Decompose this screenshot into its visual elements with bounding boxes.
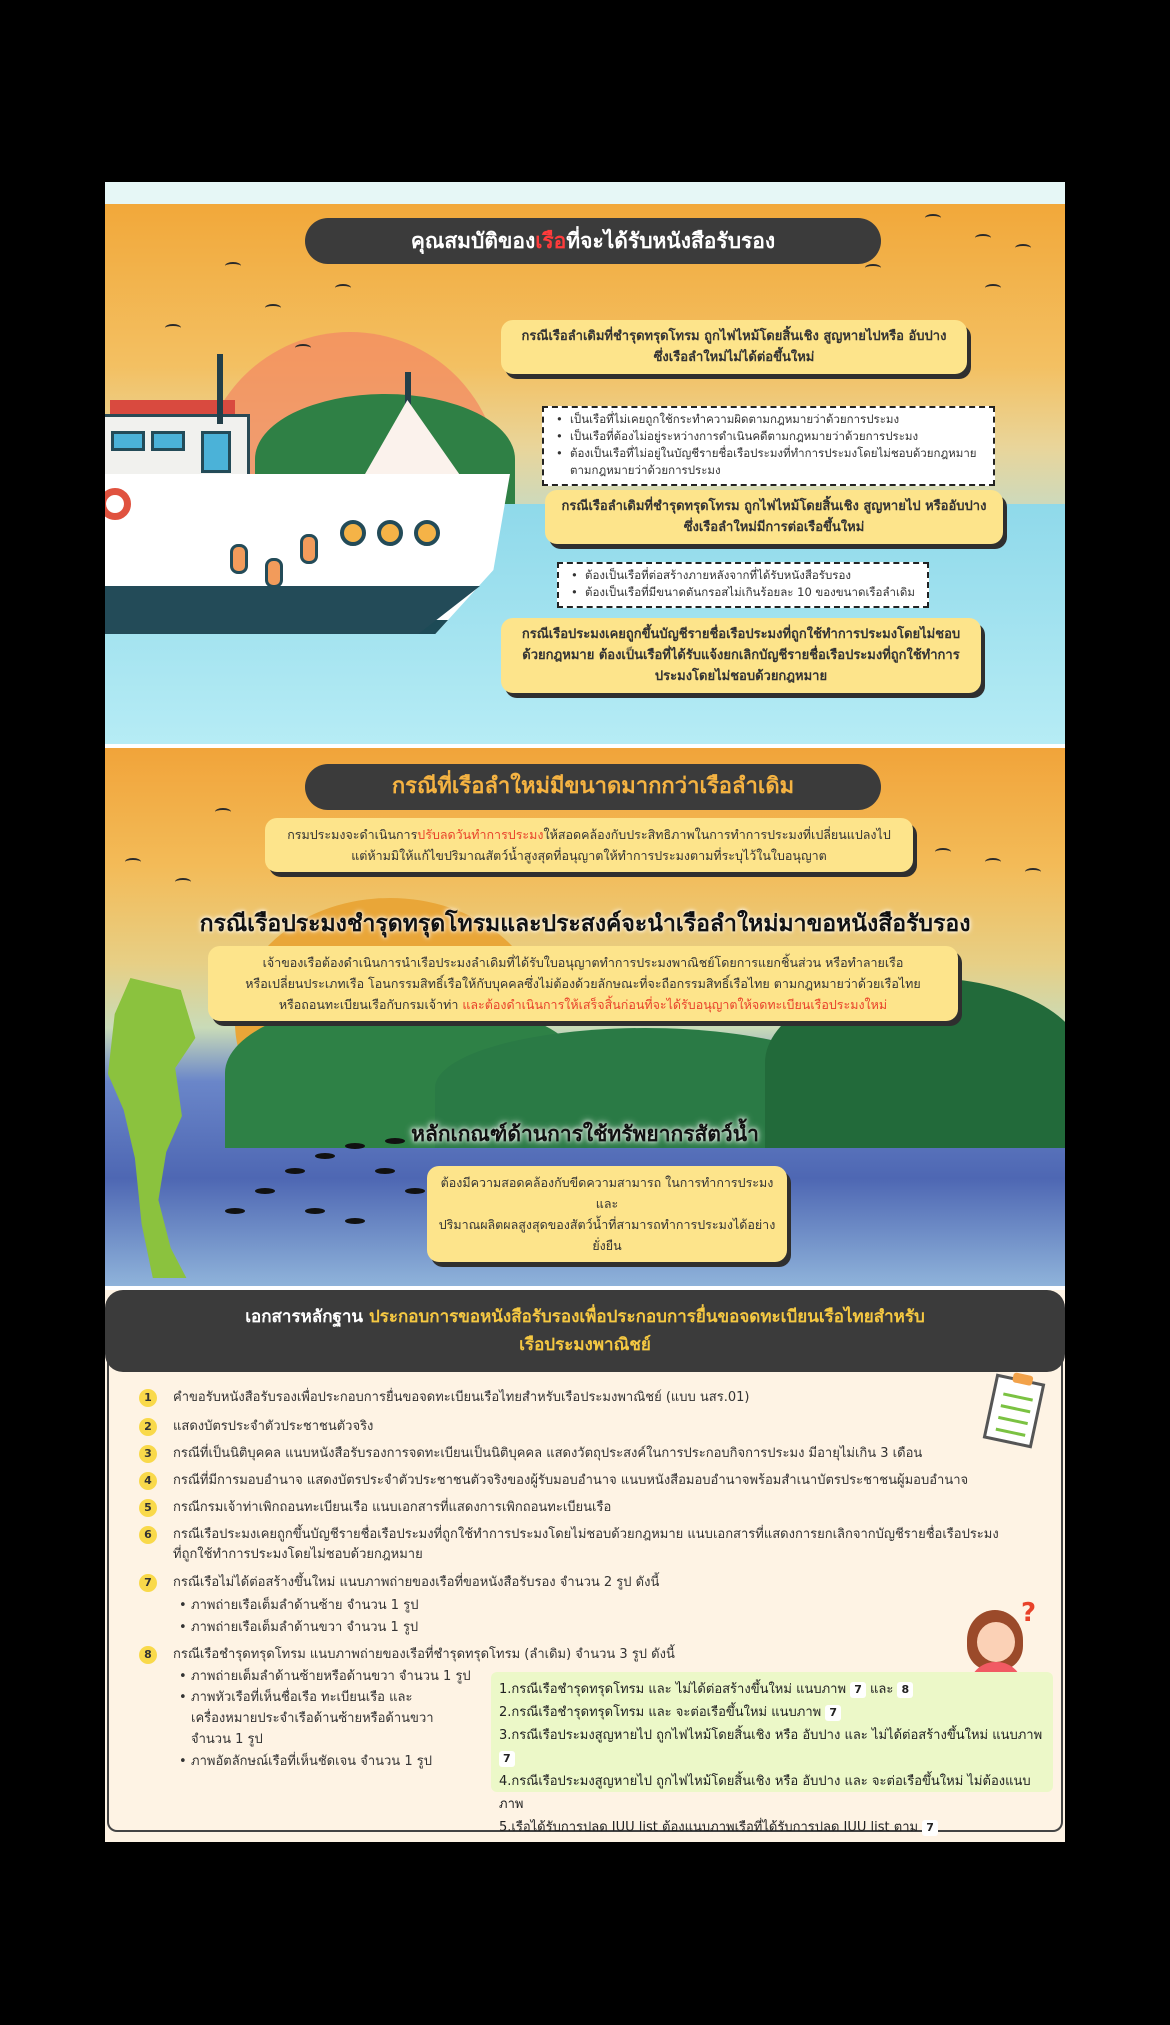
fish-icon	[345, 1143, 365, 1149]
bird-icon	[985, 284, 1001, 292]
fish-icon	[285, 1168, 305, 1174]
fender-icon	[300, 534, 318, 564]
girl-face	[977, 1622, 1015, 1662]
case-text: ซึ่งเรือลำใหม่มีการต่อเรือขึ้นใหม่	[683, 520, 865, 535]
fish-icon	[345, 1218, 365, 1224]
bird-icon	[295, 344, 311, 352]
paragraph-text: ปริมาณผลิตผลสูงสุดของสัตว์น้ำที่สามารถทำการประมงได้อย่างยั่งยืน	[438, 1217, 776, 1253]
paragraph-highlight: ปรับลดวันทำการประมง	[417, 827, 544, 842]
bird-icon	[1025, 868, 1041, 876]
checklist-line	[998, 1416, 1028, 1425]
boat-door	[201, 431, 231, 473]
photo-rule-4	[499, 1770, 1045, 1816]
fender-icon	[230, 544, 248, 574]
fish-icon	[375, 1168, 395, 1174]
bird-icon	[165, 324, 181, 332]
rule-text: 3.กรณีเรือประมงสูญหายไป ถูกไฟไหม้โดยสิ้นเชิง หรือ อับปาง และ ไม่ได้ต่อสร้างขึ้นใหม่ แนบภาพ	[499, 1728, 1043, 1743]
fish-icon	[225, 1208, 245, 1214]
boat-cabin	[105, 414, 250, 482]
list-item: • ต้องเป็นเรือที่ต่อสร้างภายหลังจากที่ได้รับหนังสือรับรอง	[569, 567, 919, 584]
case-box-1	[501, 320, 967, 374]
header-highlight: เรือประมงพาณิชย์	[519, 1335, 651, 1355]
item-text: แสดงบัตรประจำตัวประชาชนตัวจริง	[173, 1419, 374, 1434]
item-text: ที่ถูกใช้ทำการประมงโดยไม่ชอบด้วยกฎหมาย	[173, 1547, 423, 1562]
documents-header	[105, 1290, 1065, 1372]
boat-window	[111, 431, 145, 451]
ref-chip: 7	[825, 1705, 841, 1721]
boat-window	[151, 431, 185, 451]
bird-icon	[265, 304, 281, 312]
reduce-days-box	[265, 818, 913, 872]
paragraph-text: หรือถอนทะเบียนเรือกับกรมเจ้าท่า	[278, 997, 463, 1012]
sub-item-continued: เครื่องหมายประจำเรือด้านซ้ายหรือด้านขวา	[191, 1711, 434, 1726]
larger-vessel-section	[105, 748, 1065, 1286]
paragraph-text: กรมประมงจะดำเนินการ	[287, 827, 418, 842]
fish-icon	[315, 1153, 335, 1159]
rule-text: และ	[869, 1682, 894, 1697]
section-title: กรณีที่เรือลำใหม่มีขนาดมากกว่าเรือลำเดิม	[305, 764, 881, 810]
checklist-line	[1001, 1404, 1031, 1413]
sub-item-continued: จำนวน 1 รูป	[191, 1732, 263, 1747]
checklist-line	[996, 1428, 1026, 1437]
section-title	[305, 218, 881, 264]
photo-rule-2	[499, 1701, 1045, 1724]
list-item: • ต้องเป็นเรือที่มีขนาดตันกรอสไม่เกินร้อยละ 10 ของขนาดเรือลำเดิม	[569, 584, 919, 601]
fish-icon	[405, 1188, 425, 1194]
dilapidated-vessel-headline: กรณีเรือประมงชำรุดทรุดโทรมและประสงค์จะนำเรือลำใหม่มาขอหนังสือรับรอง	[199, 911, 971, 937]
top-strip	[105, 182, 1065, 204]
case-text: กรณีเรือลำเดิมที่ชำรุดทรุดโทรม ถูกไฟไหม้โดยสิ้นเชิง สูญหายไปหรือ อับปาง	[521, 329, 947, 344]
sub-item: • ภาพถ่ายเรือเต็มลำด้านซ้าย จำนวน 1 รูป	[191, 1596, 418, 1616]
case-text: กรณีเรือลำเดิมที่ชำรุดทรุดโทรม ถูกไฟไหม้โดยสิ้นเชิง สูญหายไป หรืออับปาง	[561, 499, 987, 514]
paragraph-text: เจ้าของเรือต้องดำเนินการนำเรือประมงลำเดิมที่ได้รับใบอนุญาตทำการประมงพาณิชย์โดยการแยกชิ้นส่วน หรือทำลายเรือ	[262, 955, 904, 970]
item-text: กรณีกรมเจ้าท่าเพิกถอนทะเบียนเรือ แนบเอกสารที่แสดงการเพิกถอนทะเบียนเรือ	[173, 1500, 612, 1515]
bird-icon	[935, 848, 951, 856]
item-number: 8	[139, 1646, 157, 1664]
photo-rule-5	[499, 1816, 1045, 1839]
porthole-icon	[340, 520, 366, 546]
bird-icon	[335, 284, 351, 292]
item-number: 6	[139, 1526, 157, 1544]
porthole-icon	[414, 520, 440, 546]
item-number: 1	[139, 1389, 157, 1407]
vessel-qualifications-section	[105, 204, 1065, 744]
paragraph-text: หรือเปลี่ยนประเภทเรือ โอนกรรมสิทธิ์เรือให้กับบุคคลซึ่งไม่ต้องด้วยลักษณะที่จะถือกรรมสิทธิ์เรือไทย ตามกฎหมายว่าด้วยเรือไทย	[245, 976, 921, 991]
bird-icon	[865, 264, 881, 272]
item-text: กรณีเรือไม่ได้ต่อสร้างขึ้นใหม่ แนบภาพถ่ายของเรือที่ขอหนังสือรับรอง จำนวน 2 รูป ดังนี้	[173, 1575, 660, 1590]
checklist-line	[1003, 1392, 1033, 1401]
title-text: ที่จะได้รับหนังสือรับรอง	[566, 229, 776, 253]
bird-icon	[125, 858, 141, 866]
paragraph-highlight: และต้องดำเนินการให้เสร็จสิ้นก่อนที่จะได้รับอนุญาตให้จดทะเบียนเรือประมงใหม่	[462, 997, 888, 1012]
thailand-map-illustration	[108, 978, 220, 1278]
infographic-poster	[105, 182, 1065, 1842]
title-highlight: เรือ	[535, 229, 567, 253]
case-box-2	[545, 490, 1003, 544]
item-text: คำขอรับหนังสือรับรองเพื่อประกอบการยื่นขอจดทะเบียนเรือไทยสำหรับเรือประมงพาณิชย์ (แบบ นสร.01)	[173, 1390, 750, 1405]
sub-item: • ภาพหัวเรือที่เห็นชื่อเรือ ทะเบียนเรือ และ	[191, 1688, 412, 1708]
bird-icon	[975, 234, 991, 242]
sub-item: • ภาพถ่ายเต็มลำด้านซ้ายหรือด้านขวา จำนวน 1 รูป	[191, 1667, 471, 1687]
item-number: 4	[139, 1472, 157, 1490]
paragraph-text: ให้สอดคล้องกับประสิทธิภาพในการทำการประมงที่เปลี่ยนแปลงไป	[543, 827, 891, 842]
rule-text: 2.กรณีเรือชำรุดทรุดโทรม และ จะต่อเรือขึ้นใหม่ แนบภาพ	[499, 1705, 822, 1720]
rule-text: 1.กรณีเรือชำรุดทรุดโทรม และ ไม่ได้ต่อสร้างขึ้นใหม่ แนบภาพ	[499, 1682, 847, 1697]
aquatic-resource-headline: หลักเกณฑ์ด้านการใช้ทรัพยากรสัตว์น้ำ	[411, 1122, 759, 1146]
item-number: 5	[139, 1499, 157, 1517]
case-text: ซึ่งเรือลำใหม่ไม่ได้ต่อขึ้นใหม่	[653, 350, 815, 365]
bird-icon	[1015, 244, 1031, 252]
paragraph-text: แต่ห้ามมิให้แก้ไขปริมาณสัตว์น้ำสูงสุดที่อนุญาตให้ทำการประมงตามที่ระบุไว้ในใบอนุญาต	[351, 848, 827, 863]
item-text: กรณีที่มีการมอบอำนาจ แสดงบัตรประจำตัวประชาชนตัวจริงของผู้รับมอบอำนาจ แนบหนังสือมอบอำนาจพร้อมสำเนาบัตรประชาชนผู้มอบอำนาจ	[173, 1473, 969, 1488]
sub-item: • ภาพถ่ายเรือเต็มลำด้านขวา จำนวน 1 รูป	[191, 1618, 418, 1638]
item-text: กรณีเรือชำรุดทรุดโทรม แนบภาพถ่ายของเรือที่ชำรุดทรุดโทรม (ลำเดิม) จำนวน 3 รูป ดังนี้	[173, 1647, 675, 1662]
item-text: กรณีที่เป็นนิติบุคคล แนบหนังสือรับรองการจดทะเบียนเป็นนิติบุคคล แสดงวัตถุประสงค์ในการประกอบกิจการประมง มีอายุไม่เกิน 3 เดือน	[173, 1446, 923, 1461]
bird-icon	[225, 262, 241, 270]
case-text: กรณีเรือประมงเคยถูกขึ้นบัญชีรายชื่อเรือประมงที่ถูกใช้ทำการประมงโดยไม่ชอบ	[521, 627, 961, 642]
ref-chip: 7	[850, 1682, 866, 1698]
fish-icon	[305, 1208, 325, 1214]
header-highlight: ประกอบการขอหนังสือรับรองเพื่อประกอบการยื่นขอจดทะเบียนเรือไทยสำหรับ	[368, 1307, 925, 1327]
photo-rule-3	[499, 1724, 1045, 1770]
item-number: 2	[139, 1418, 157, 1436]
documents-section	[105, 1290, 1065, 1842]
list-item: • เป็นเรือที่ไม่เคยถูกใช้กระทำความผิดตามกฎหมายว่าด้วยการประมง	[554, 411, 985, 428]
porthole-icon	[377, 520, 403, 546]
bird-icon	[215, 808, 231, 816]
boat-mast	[217, 354, 223, 424]
requirement-list-2	[557, 562, 929, 608]
sub-item: • ภาพอัตลักษณ์เรือที่เห็นชัดเจน จำนวน 1 รูป	[191, 1752, 432, 1772]
title-text: คุณสมบัติของ	[410, 229, 536, 253]
paragraph-text: ต้องมีความสอดคล้องกับขีดความสามารถ ในการทำการประมงและ	[440, 1175, 774, 1211]
case-text: ด้วยกฎหมาย ต้องเป็นเรือที่ได้รับแจ้งยกเลิกบัญชีรายชื่อเรือประมงที่ถูกใช้ทำการ	[522, 648, 960, 663]
requirement-list-1	[542, 406, 995, 486]
ref-chip: 7	[922, 1820, 938, 1836]
header-text: เอกสารหลักฐาน	[245, 1307, 369, 1327]
aquatic-resource-box	[427, 1166, 787, 1262]
item-number: 7	[139, 1574, 157, 1592]
item-number: 3	[139, 1445, 157, 1463]
list-item: • ต้องเป็นเรือที่ไม่อยู่ในบัญชีรายชื่อเรือประมงที่ทำการประมงโดยไม่ชอบด้วยกฎหมายตามกฎหมายว่าด้วยการประมง	[554, 445, 985, 479]
bird-icon	[175, 878, 191, 886]
rule-text: 5.เรือได้รับการปลด IUU list ต้องแนบภาพเรือที่ได้รับการปลด IUU list ตาม	[499, 1820, 919, 1835]
boat-hull-stripe	[105, 586, 480, 634]
case-box-3	[501, 618, 981, 693]
ref-chip: 8	[897, 1682, 913, 1698]
item-text: กรณีเรือประมงเคยถูกขึ้นบัญชีรายชื่อเรือประมงที่ถูกใช้ทำการประมงโดยไม่ชอบด้วยกฎหมาย แนบเอกสารที่แสดงการยกเลิกจากบัญชีรายชื่อเรือประมง	[173, 1527, 999, 1542]
photo-requirement-box	[491, 1672, 1053, 1835]
list-item: • เป็นเรือที่ต้องไม่อยู่ระหว่างการดำเนินคดีตามกฎหมายว่าด้วยการประมง	[554, 428, 985, 445]
rule-text: 4.กรณีเรือประมงสูญหายไป ถูกไฟไหม้โดยสิ้นเชิง หรือ อับปาง และ จะต่อเรือขึ้นใหม่ ไม่ต้องแนบภาพ	[499, 1774, 1031, 1812]
ref-chip: 7	[499, 1751, 515, 1767]
bird-icon	[985, 858, 1001, 866]
photo-rule-1	[499, 1678, 1045, 1701]
fish-icon	[255, 1188, 275, 1194]
case-text: ประมงโดยไม่ชอบด้วยกฎหมาย	[654, 669, 828, 684]
bird-icon	[925, 214, 941, 222]
fender-icon	[265, 558, 283, 588]
question-mark-icon: ?	[1021, 1598, 1037, 1628]
dilapidated-vessel-box	[208, 946, 958, 1021]
